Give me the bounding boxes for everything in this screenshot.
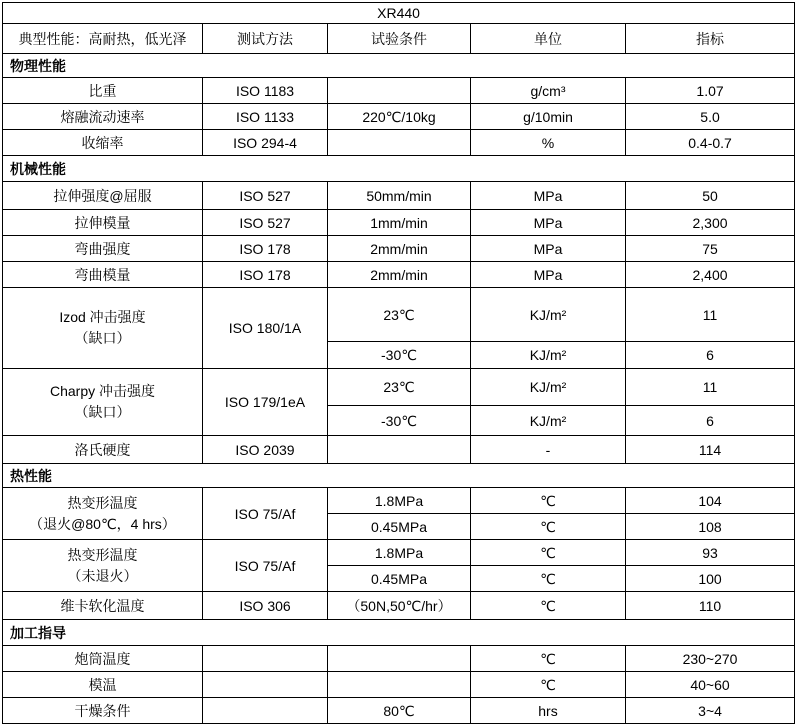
property-name-line1: Izod 冲击强度 — [59, 309, 146, 325]
property-name-cell: 模温 — [3, 672, 203, 698]
condition-cell — [328, 130, 471, 156]
properties-table — [2, 2, 795, 724]
value-cell: 40~60 — [626, 672, 795, 698]
property-name-cell: 熔融流动速率 — [3, 104, 203, 130]
property-name-line2: （退火@80℃，4 hrs） — [29, 515, 176, 532]
property-name-cell: 拉伸模量 — [3, 210, 203, 236]
method-cell — [203, 646, 328, 672]
property-name-cell — [3, 369, 203, 436]
property-name-cell: 洛氏硬度 — [3, 436, 203, 464]
value-cell: 104 — [626, 488, 795, 514]
value-cell: 50 — [626, 182, 795, 210]
condition-cell — [328, 672, 471, 698]
condition-cell — [328, 646, 471, 672]
property-name-line1: Charpy 冲击强度 — [49, 383, 156, 399]
table-row — [3, 210, 795, 236]
unit-cell: KJ/m² — [471, 342, 626, 369]
section-header-row-physical — [3, 54, 795, 78]
condition-cell — [328, 436, 471, 464]
condition-cell — [328, 78, 471, 104]
value-cell: 1.07 — [626, 78, 795, 104]
method-cell: ISO 180/1A — [203, 288, 328, 369]
table-row — [3, 369, 795, 406]
unit-cell: ℃ — [471, 646, 626, 672]
table-row — [3, 236, 795, 262]
table-row — [3, 436, 795, 464]
section-header-row-thermal — [3, 464, 795, 488]
table-row — [3, 182, 795, 210]
value-cell: 11 — [626, 288, 795, 342]
condition-cell: 1.8MPa — [328, 540, 471, 566]
value-cell: 114 — [626, 436, 795, 464]
unit-cell: ℃ — [471, 566, 626, 592]
unit-cell: KJ/m² — [471, 406, 626, 436]
unit-cell: MPa — [471, 210, 626, 236]
value-cell: 100 — [626, 566, 795, 592]
method-cell: ISO 2039 — [203, 436, 328, 464]
property-name-cell: 拉伸强度@屈服 — [3, 182, 203, 210]
method-cell: ISO 178 — [203, 262, 328, 288]
unit-cell: KJ/m² — [471, 288, 626, 342]
table-header-row — [3, 24, 795, 54]
unit-cell: MPa — [471, 262, 626, 288]
header-unit-cell: 单位 — [471, 24, 626, 54]
unit-cell: hrs — [471, 698, 626, 724]
property-name-cell — [3, 540, 203, 592]
property-name-cell: 干燥条件 — [3, 698, 203, 724]
method-cell: ISO 1133 — [203, 104, 328, 130]
method-cell: ISO 306 — [203, 592, 328, 620]
value-cell: 3~4 — [626, 698, 795, 724]
condition-cell: （50N,50℃/hr） — [328, 592, 471, 620]
unit-cell: KJ/m² — [471, 369, 626, 406]
method-cell: ISO 75/Af — [203, 540, 328, 592]
table-row — [3, 130, 795, 156]
value-cell: 0.4-0.7 — [626, 130, 795, 156]
value-cell: 5.0 — [626, 104, 795, 130]
property-name-cell — [3, 288, 203, 369]
value-cell: 108 — [626, 514, 795, 540]
grade-title: XR440 — [3, 3, 795, 24]
unit-cell: g/cm³ — [471, 78, 626, 104]
table-row — [3, 104, 795, 130]
property-name-cell: 弯曲模量 — [3, 262, 203, 288]
table-row-title — [3, 3, 795, 24]
property-name-cell: 收缩率 — [3, 130, 203, 156]
table-row — [3, 262, 795, 288]
table-row — [3, 540, 795, 566]
unit-cell: - — [471, 436, 626, 464]
section-label: 热性能 — [3, 464, 795, 488]
value-cell: 75 — [626, 236, 795, 262]
method-cell: ISO 1183 — [203, 78, 328, 104]
unit-cell: MPa — [471, 236, 626, 262]
value-cell: 6 — [626, 406, 795, 436]
property-name-cell: 维卡软化温度 — [3, 592, 203, 620]
section-label: 机械性能 — [3, 156, 795, 182]
table-row — [3, 646, 795, 672]
table-row — [3, 592, 795, 620]
table-row — [3, 488, 795, 514]
unit-cell: ℃ — [471, 514, 626, 540]
condition-cell: 1.8MPa — [328, 488, 471, 514]
condition-cell: 0.45MPa — [328, 566, 471, 592]
section-header-row-processing — [3, 620, 795, 646]
header-condition-cell: 试验条件 — [328, 24, 471, 54]
condition-cell: 0.45MPa — [328, 514, 471, 540]
unit-cell: ℃ — [471, 540, 626, 566]
table-row — [3, 698, 795, 724]
condition-cell: 50mm/min — [328, 182, 471, 210]
property-name-cell: 炮筒温度 — [3, 646, 203, 672]
property-name-line2: （未退火） — [67, 567, 138, 584]
method-cell — [203, 698, 328, 724]
value-cell: 2,300 — [626, 210, 795, 236]
method-cell: ISO 294-4 — [203, 130, 328, 156]
method-cell: ISO 527 — [203, 182, 328, 210]
header-property-cell: 典型性能：高耐热，低光泽 — [3, 24, 203, 54]
table-row — [3, 78, 795, 104]
condition-cell: -30℃ — [328, 342, 471, 369]
header-value-cell: 指标 — [626, 24, 795, 54]
table-row — [3, 288, 795, 342]
condition-cell: 1mm/min — [328, 210, 471, 236]
condition-cell: 80℃ — [328, 698, 471, 724]
method-cell — [203, 672, 328, 698]
section-label: 物理性能 — [3, 54, 795, 78]
header-method-cell: 测试方法 — [203, 24, 328, 54]
method-cell: ISO 75/Af — [203, 488, 328, 540]
condition-cell: 23℃ — [328, 369, 471, 406]
value-cell: 230~270 — [626, 646, 795, 672]
property-name-line1: 热变形温度 — [67, 546, 138, 563]
property-name-line1: 热变形温度 — [67, 494, 138, 511]
unit-cell: ℃ — [471, 672, 626, 698]
table-row — [3, 672, 795, 698]
method-cell: ISO 178 — [203, 236, 328, 262]
value-cell: 2,400 — [626, 262, 795, 288]
property-name-cell: 弯曲强度 — [3, 236, 203, 262]
unit-cell: % — [471, 130, 626, 156]
condition-cell: 2mm/min — [328, 236, 471, 262]
unit-cell: MPa — [471, 182, 626, 210]
property-name-line2: （缺口） — [74, 330, 131, 346]
property-name-cell — [3, 488, 203, 540]
section-label: 加工指导 — [3, 620, 795, 646]
method-cell: ISO 527 — [203, 210, 328, 236]
value-cell: 11 — [626, 369, 795, 406]
unit-cell: ℃ — [471, 592, 626, 620]
condition-cell: -30℃ — [328, 406, 471, 436]
condition-cell: 2mm/min — [328, 262, 471, 288]
unit-cell: ℃ — [471, 488, 626, 514]
condition-cell: 220℃/10kg — [328, 104, 471, 130]
property-name-line2: （缺口） — [74, 404, 131, 420]
value-cell: 93 — [626, 540, 795, 566]
section-header-row-mechanical — [3, 156, 795, 182]
unit-cell: g/10min — [471, 104, 626, 130]
value-cell: 110 — [626, 592, 795, 620]
value-cell: 6 — [626, 342, 795, 369]
method-cell: ISO 179/1eA — [203, 369, 328, 436]
property-name-cell: 比重 — [3, 78, 203, 104]
condition-cell: 23℃ — [328, 288, 471, 342]
